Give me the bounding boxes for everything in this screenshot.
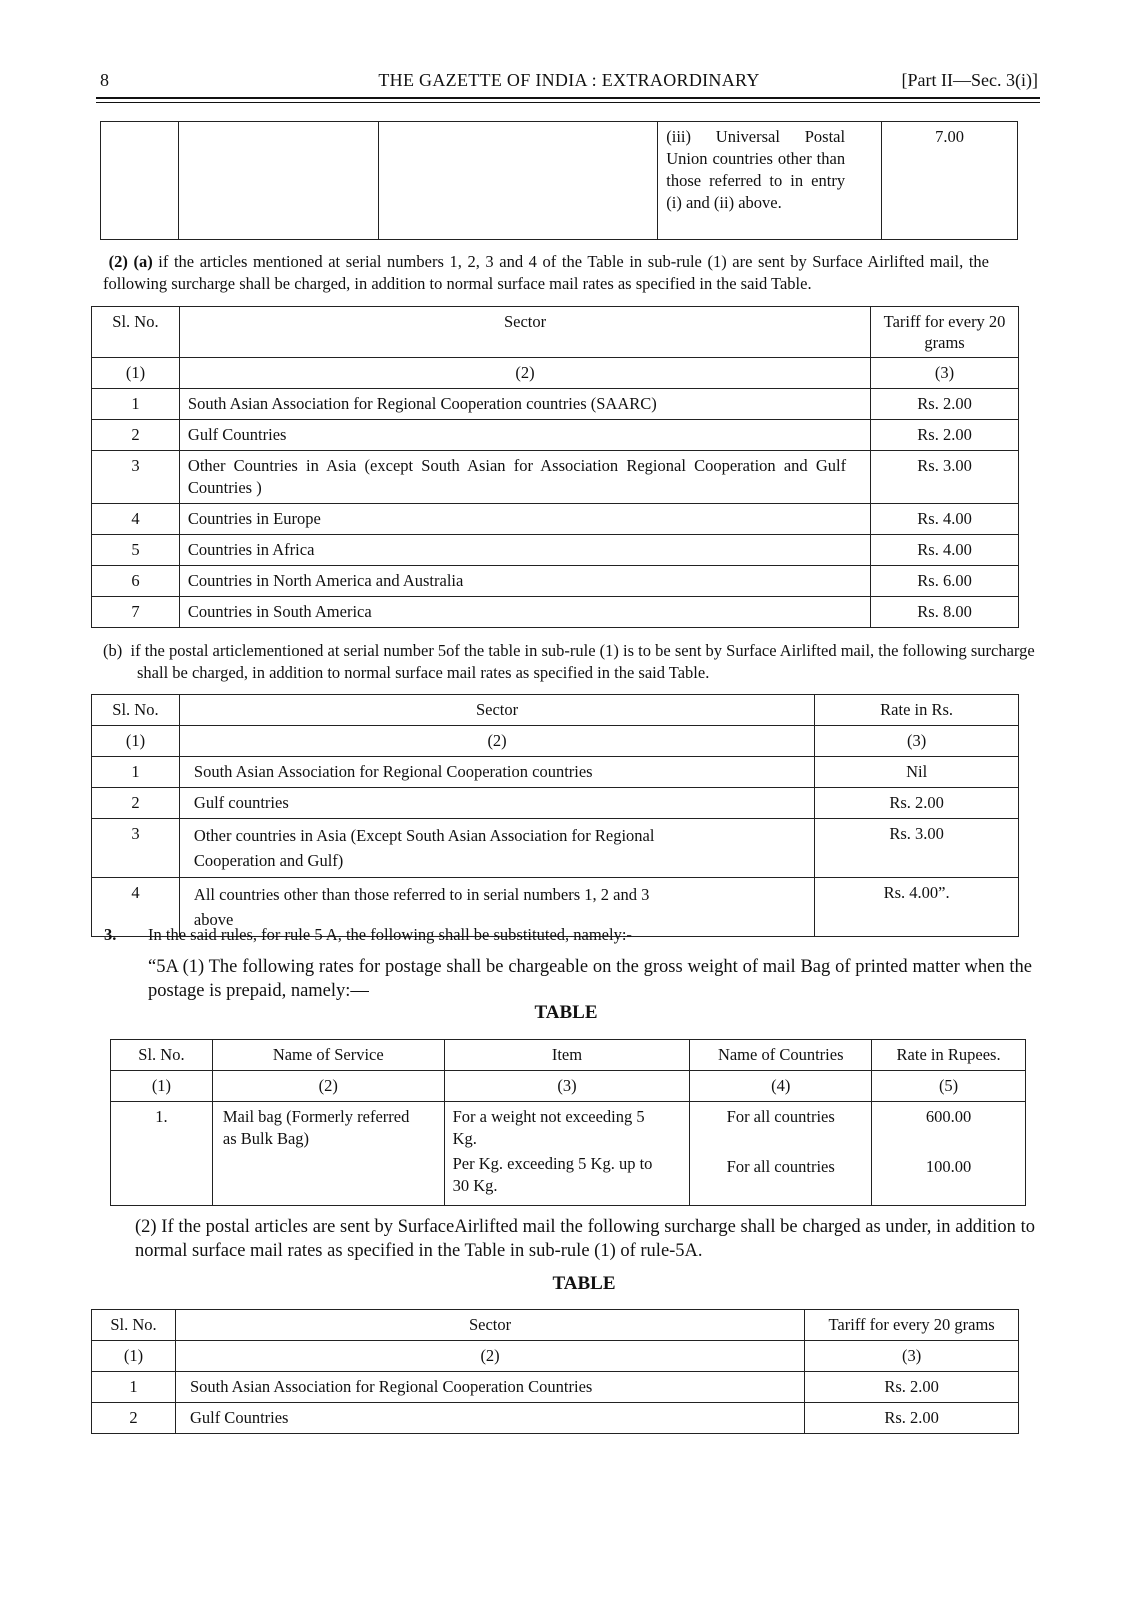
- table-row: 4 Countries in Europe Rs. 4.00: [92, 504, 1019, 535]
- para-2b-label: (b): [103, 641, 123, 660]
- item-weight-limit: For a weight not exceeding 5 Kg.: [452, 1107, 645, 1148]
- upu-rate: 7.00: [882, 122, 1018, 240]
- gazette-title: THE GAZETTE OF INDIA : EXTRAORDINARY: [378, 70, 760, 90]
- country-1: For all countries: [726, 1107, 835, 1126]
- section-3: [104, 924, 1004, 946]
- para-2a: [103, 251, 989, 295]
- table-colnum-row: (1) (2) (3): [92, 1341, 1019, 1372]
- table-header-row: Sl. No. Sector Tariff for every 20 grams: [92, 1310, 1019, 1341]
- table-row: 5 Countries in Africa Rs. 4.00: [92, 535, 1019, 566]
- page-number: 8: [100, 70, 109, 90]
- table-row: 7 Countries in South America Rs. 8.00: [92, 597, 1019, 628]
- header-rule: [96, 97, 1040, 99]
- table-title: TABLE: [534, 1002, 598, 1023]
- rule-5a-para-2: (2) If the postal articles are sent by SurfaceAirlifted mail the following surcharge shall be charged as under, in addition to normal surface mail rates as specified in the Table in sub-rule (1) of rule-5A.: [135, 1217, 1035, 1261]
- table-row: 2 Gulf Countries Rs. 2.00: [92, 1403, 1019, 1434]
- table-row: 4 All countries other than those referred to in serial numbers 1, 2 and 3 above Rs. 4.00”.: [92, 878, 1019, 937]
- rule-5a-table: [110, 1039, 1026, 1206]
- rate-1: 600.00: [925, 1107, 972, 1126]
- rate-2: 100.00: [925, 1157, 972, 1176]
- table-row: 3 Other countries in Asia (Except South Asian Association for Regional Cooperation and Gulf) Rs. 3.00: [92, 819, 1019, 878]
- table-row: 2 Gulf Countries Rs. 2.00: [92, 420, 1019, 451]
- table-colnum-row: (1) (2) (3): [92, 726, 1019, 757]
- table-row: 6 Countries in North America and Australia Rs. 6.00: [92, 566, 1019, 597]
- surcharge-table-2b: [91, 694, 1019, 937]
- section-3-number: 3.: [104, 925, 117, 944]
- section-3-text: In the said rules, for rule 5 A, the following shall be substituted, namely:-: [148, 925, 632, 944]
- para-2b: [103, 640, 1047, 684]
- header-rule-thin: [96, 102, 1040, 103]
- rule-5a-surcharge-table: [91, 1309, 1019, 1434]
- rule-5a-quote: “5A (1) The following rates for postage shall be chargeable on the gross weight of mail Bag of printed matter when the postage is prepaid, namely:—: [148, 957, 1032, 1001]
- country-2: For all countries: [726, 1157, 835, 1176]
- part-section: [Part II—Sec. 3(i)]: [901, 70, 1038, 90]
- table-header-row: Sl. No. Name of Service Item Name of Countries Rate in Rupees.: [111, 1040, 1026, 1071]
- top-continuation-table: [100, 121, 1018, 240]
- table-row: 2 Gulf countries Rs. 2.00: [92, 788, 1019, 819]
- table-title-2: TABLE: [552, 1273, 616, 1294]
- table-colnum-row: (1) (2) (3) (4) (5): [111, 1071, 1026, 1102]
- table-row: 3 Other Countries in Asia (except South Asian for Association Regional Cooperation and Gulf Countries ) Rs. 3.00: [92, 451, 1019, 504]
- table-header-row: Sl. No. Sector Tariff for every 20 grams: [92, 307, 1019, 358]
- table-colnum-row: (1) (2) (3): [92, 358, 1019, 389]
- item-per-kg: Per Kg. exceeding 5 Kg. up to 30 Kg.: [452, 1154, 653, 1195]
- surcharge-table-2a: [91, 306, 1019, 628]
- page-header: [100, 70, 1038, 94]
- para-2a-text: if the articles mentioned at serial numbers 1, 2, 3 and 4 of the Table in sub-rule (1) are sent by Surface Airlifted mail, the following surcharge shall be charged, in addition to normal surface mail rates as specified in the said Table.: [103, 252, 989, 293]
- table-row: 1 South Asian Association for Regional Cooperation countries Nil: [92, 757, 1019, 788]
- para-2b-text: if the postal articlementioned at serial number 5of the table in sub-rule (1) is to be sent by Surface Airlifted mail, the following surcharge shall be charged, in addition to normal surface mail rates as specified in the said Table.: [130, 641, 1035, 682]
- para-2a-label: (2) (a): [108, 252, 153, 271]
- table-row: 1 South Asian Association for Regional Cooperation Countries Rs. 2.00: [92, 1372, 1019, 1403]
- table-header-row: Sl. No. Sector Rate in Rs.: [92, 695, 1019, 726]
- table-row: 1 South Asian Association for Regional Cooperation countries (SAARC) Rs. 2.00: [92, 389, 1019, 420]
- table-row: 1. Mail bag (Formerly referred as Bulk Bag) For a weight not exceeding 5 Kg. Per Kg. exceeding 5 Kg. up to 30 Kg. For all countries For all countries 600.00 100.00: [111, 1102, 1026, 1206]
- upu-item: (iii) Universal Postal Union countries other than those referred to in entry (i) and (ii) above.: [658, 122, 882, 240]
